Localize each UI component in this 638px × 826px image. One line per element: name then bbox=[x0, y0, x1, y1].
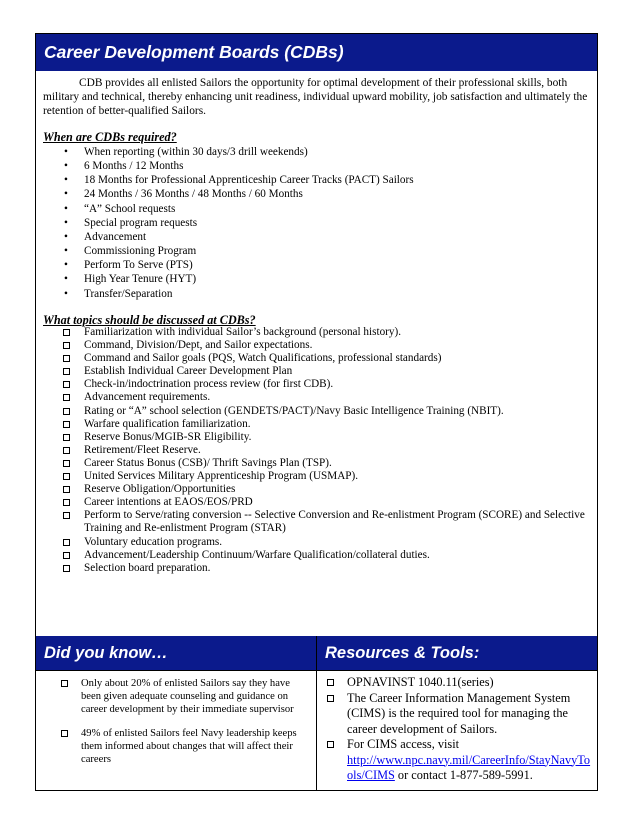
did-you-know-list bbox=[36, 677, 312, 776]
checkbox-icon bbox=[63, 355, 70, 362]
checkbox-icon bbox=[327, 741, 334, 748]
cims-link[interactable]: http://www.npc.navy.mil/CareerInfo/StayNavyTools/CIMS bbox=[347, 752, 591, 782]
list-item: Rating or “A” school selection (GENDETS/PACT)/Navy Basic Intelligence Training (NBIT). bbox=[36, 405, 592, 418]
checkbox-icon bbox=[63, 408, 70, 415]
list-item: OPNAVINST 1040.11(series) bbox=[317, 675, 593, 691]
list-item: Voluntary education programs. bbox=[36, 536, 592, 549]
list-item: • Advancement bbox=[64, 230, 147, 243]
checkbox-icon bbox=[63, 473, 70, 480]
list-item: Warfare qualification familiarization. bbox=[36, 418, 592, 431]
checkbox-icon bbox=[63, 434, 70, 441]
intro-paragraph: CDB provides all enlisted Sailors the opportunity for optimal development of their professional skills, both military and technical, thereby enhancing unit readiness, individual upward mobility, job satisfaction and ultimately the retention of better-qualified Sailors. bbox=[43, 77, 588, 118]
did-you-know-panel bbox=[36, 636, 317, 791]
list-item: • Commissioning Program bbox=[64, 245, 197, 258]
checkbox-icon bbox=[63, 512, 70, 519]
checkbox-icon bbox=[63, 394, 70, 401]
list-item: • 6 Months / 12 Months bbox=[64, 160, 184, 173]
list-item: Reserve Obligation/Opportunities bbox=[36, 483, 592, 496]
list-item: Advancement/Leadership Continuum/Warfare Qualification/collateral duties. bbox=[36, 549, 592, 562]
list-item: Command and Sailor goals (PQS, Watch Qualifications, professional standards) bbox=[36, 352, 592, 365]
checkbox-icon bbox=[63, 460, 70, 467]
list-item: Perform to Serve/rating conversion -- Selective Conversion and Re-enlistment Program (SCORE) and Selective Training and Re-enlistment Program (STAR) bbox=[36, 509, 592, 535]
list-item: Only about 20% of enlisted Sailors say they have been given adequate counseling and guidance on career development by their immediate supervisor bbox=[36, 677, 312, 717]
list-item: Establish Individual Career Development Plan bbox=[36, 365, 592, 378]
checkbox-icon bbox=[63, 447, 70, 454]
when-list bbox=[36, 145, 414, 301]
checkbox-icon bbox=[61, 680, 68, 687]
list-item: • 18 Months for Professional Apprenticeship Career Tracks (PACT) Sailors bbox=[64, 174, 414, 187]
checkbox-icon bbox=[63, 499, 70, 506]
list-item: Reserve Bonus/MGIB-SR Eligibility. bbox=[36, 431, 592, 444]
checkbox-icon bbox=[63, 381, 70, 388]
list-item: • High Year Tenure (HYT) bbox=[64, 273, 197, 286]
checkbox-icon bbox=[63, 539, 70, 546]
checkbox-icon bbox=[63, 368, 70, 375]
list-item: • Special program requests bbox=[64, 216, 198, 229]
checkbox-icon bbox=[63, 329, 70, 336]
list-item: United Services Military Apprenticeship Program (USMAP). bbox=[36, 470, 592, 483]
resources-title: Resources & Tools: bbox=[317, 636, 597, 671]
resources-list bbox=[317, 675, 593, 784]
checkbox-icon bbox=[63, 565, 70, 572]
checkbox-icon bbox=[61, 730, 68, 737]
checkbox-icon bbox=[63, 486, 70, 493]
when-title: When are CDBs required? bbox=[43, 130, 177, 144]
list-item: Retirement/Fleet Reserve. bbox=[36, 444, 592, 457]
list-item: Familiarization with individual Sailor’s background (personal history). bbox=[36, 326, 592, 339]
main-title: Career Development Boards (CDBs) bbox=[36, 34, 597, 71]
list-item: • 24 Months / 36 Months / 48 Months / 60 Months bbox=[64, 188, 303, 201]
checkbox-icon bbox=[327, 695, 334, 702]
cdb-flyer bbox=[35, 33, 598, 791]
list-item: Check-in/indoctrination process review (for first CDB). bbox=[36, 378, 592, 391]
list-item: • Perform To Serve (PTS) bbox=[64, 259, 193, 272]
topics-title: What topics should be discussed at CDBs? bbox=[43, 313, 256, 327]
checkbox-icon bbox=[327, 679, 334, 686]
did-you-know-title: Did you know… bbox=[36, 636, 316, 671]
list-item: For CIMS access, visit http://www.npc.navy.mil/CareerInfo/StayNavyTools/CIMS or contact 1-877-589-5991. bbox=[317, 737, 593, 784]
resources-panel bbox=[317, 636, 597, 791]
list-item: Command, Division/Dept, and Sailor expectations. bbox=[36, 339, 592, 352]
topics-list bbox=[36, 326, 592, 575]
list-item: Career intentions at EAOS/EOS/PRD bbox=[36, 496, 592, 509]
list-item: Selection board preparation. bbox=[36, 562, 592, 575]
list-item: • “A” School requests bbox=[64, 202, 176, 215]
list-item: 49% of enlisted Sailors feel Navy leadership keeps them informed about changes that will affect their careers bbox=[36, 727, 312, 767]
list-item: • When reporting (within 30 days/3 drill weekends) bbox=[64, 146, 308, 158]
checkbox-icon bbox=[63, 421, 70, 428]
list-item: Advancement requirements. bbox=[36, 391, 592, 404]
list-item: The Career Information Management System (CIMS) is the required tool for managing the career development of Sailors. bbox=[317, 691, 593, 738]
list-item: Career Status Bonus (CSB)/ Thrift Savings Plan (TSP). bbox=[36, 457, 592, 470]
checkbox-icon bbox=[63, 342, 70, 349]
checkbox-icon bbox=[63, 552, 70, 559]
list-item: • Transfer/Separation bbox=[64, 287, 173, 300]
